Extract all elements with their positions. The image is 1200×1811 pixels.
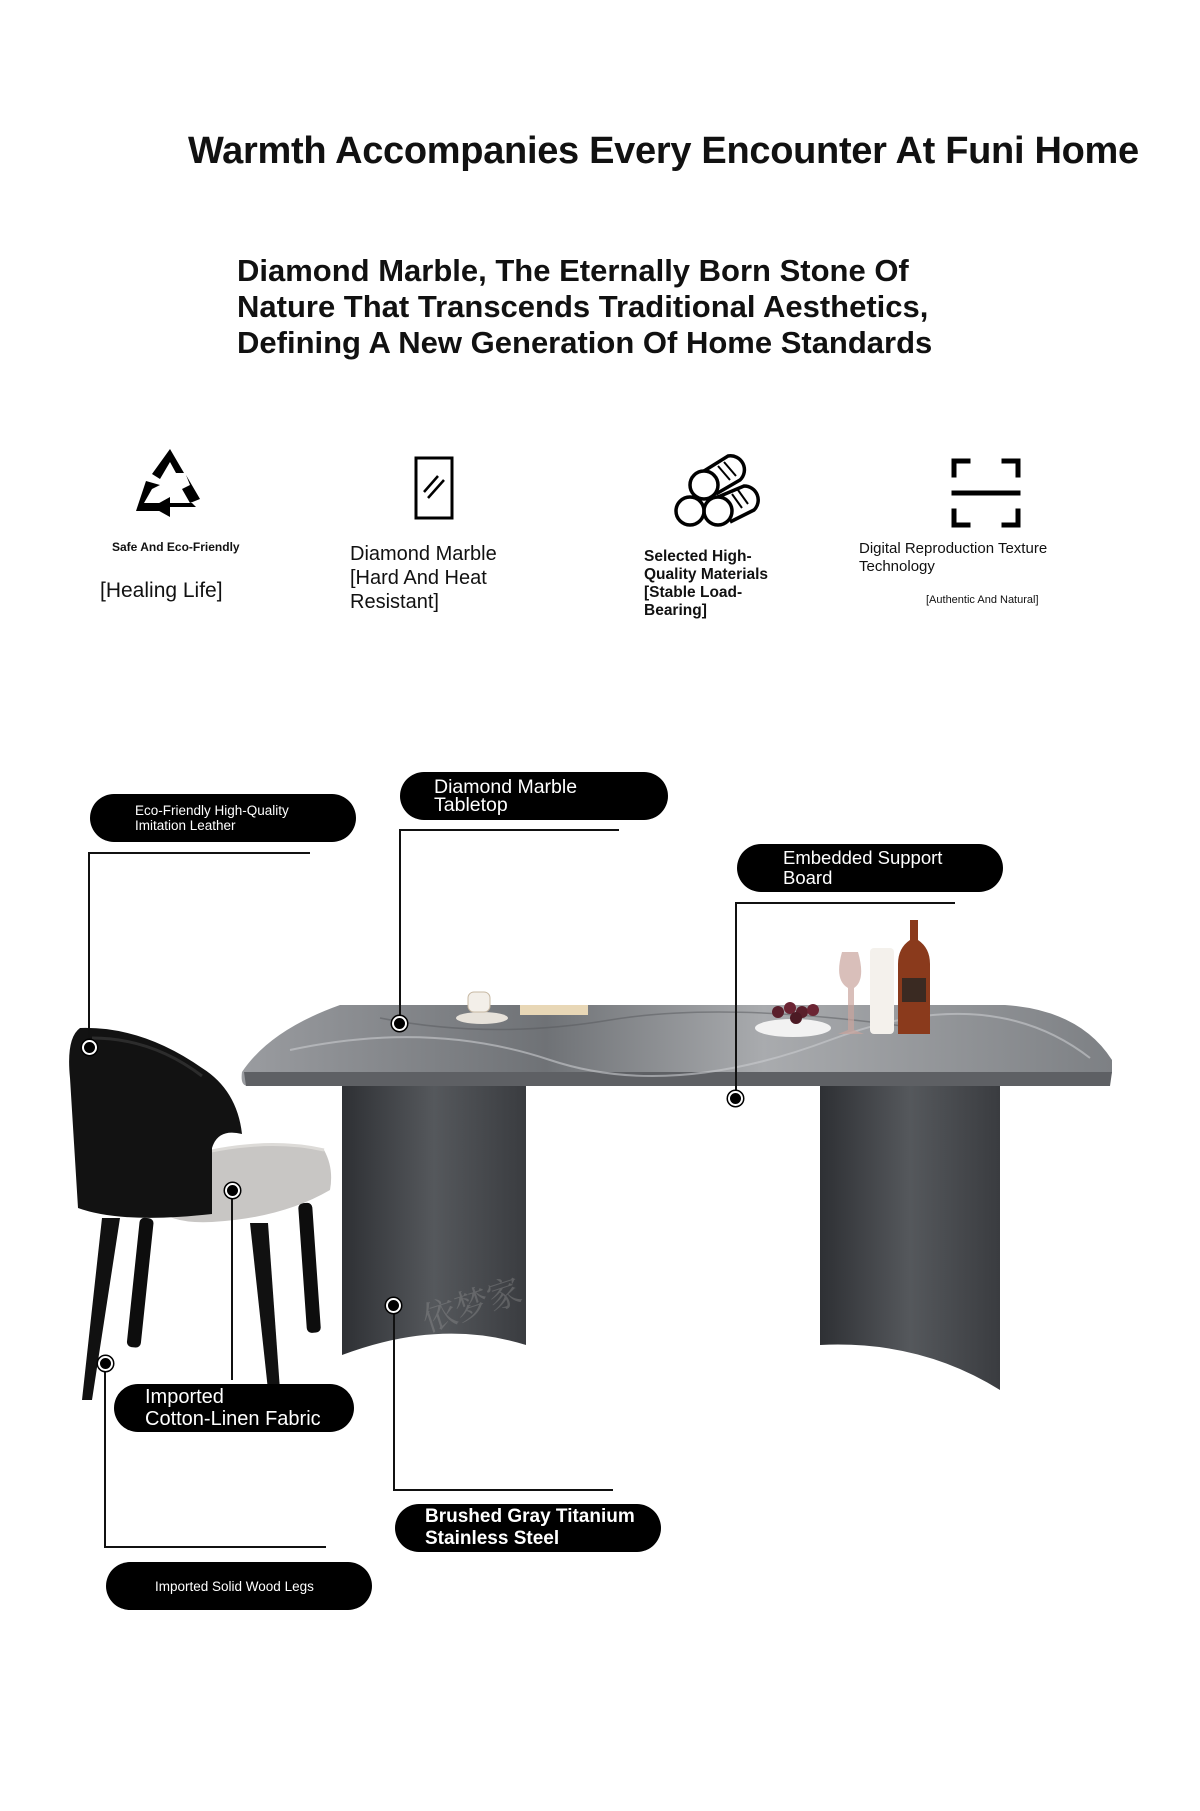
- tabletop-callout-line-v: [399, 829, 401, 1019]
- steel-callout-line-v: [393, 1304, 395, 1490]
- leather-callout-line-v: [88, 852, 90, 1046]
- feature-3-title: Selected High-Quality Materials [Stable Load-Bearing]: [644, 548, 769, 619]
- tabletop-callout-line-h: [399, 829, 619, 831]
- scan-frame-icon: [950, 457, 1022, 529]
- fabric-callout-dot: [225, 1183, 240, 1198]
- marble-panel-icon: [410, 454, 458, 522]
- feature-4-subtitle: [Authentic And Natural]: [926, 594, 1039, 606]
- callout-fabric: [114, 1384, 354, 1432]
- steel-callout-dot: [386, 1298, 401, 1313]
- callout-support-label: Embedded Support Board: [783, 847, 943, 888]
- callout-steel: [395, 1504, 661, 1552]
- callout-legs-label: Imported Solid Wood Legs: [155, 1578, 314, 1594]
- dining-chair-illustration: [62, 1018, 342, 1408]
- page-subheading: [237, 253, 1037, 361]
- callout-fabric-label: Imported Cotton-Linen Fabric: [145, 1386, 321, 1430]
- recycle-icon: [130, 445, 210, 525]
- support-callout-line-h: [735, 902, 955, 904]
- legs-callout-line-v: [104, 1362, 106, 1546]
- feature-1-title: Safe And Eco-Friendly: [112, 540, 240, 554]
- subheading-line-3: Defining A New Generation Of Home Standards: [237, 325, 933, 360]
- support-callout-dot: [728, 1091, 743, 1106]
- callout-support: [737, 844, 1003, 892]
- pipes-stack-icon: [674, 444, 766, 534]
- tabletop-callout-dot: [392, 1016, 407, 1031]
- callout-legs: [106, 1562, 372, 1610]
- callout-leather: [90, 794, 356, 842]
- feature-2-subtitle: [Hard And Heat Resistant]: [350, 567, 487, 613]
- feature-1-subtitle: [Healing Life]: [100, 579, 223, 602]
- fabric-callout-line-v: [231, 1188, 233, 1380]
- page-headline: Warmth Accompanies Every Encounter At Funi Home: [188, 130, 1139, 172]
- support-callout-line-v: [735, 902, 737, 1096]
- steel-callout-line-h: [393, 1489, 613, 1491]
- dining-table-illustration: [230, 900, 1120, 1400]
- callout-steel-label: Brushed Gray Titanium Stainless Steel: [425, 1506, 635, 1549]
- legs-callout-dot: [98, 1356, 113, 1371]
- leather-callout-dot: [82, 1040, 97, 1055]
- callout-tabletop: [400, 772, 668, 820]
- subheading-line-1: Diamond Marble, The Eternally Born Stone Of: [237, 253, 909, 288]
- watermark: 依梦家: [417, 1271, 527, 1340]
- feature-2-title: Diamond Marble: [350, 543, 497, 565]
- callout-tabletop-label: Diamond Marble Tabletop: [434, 776, 578, 816]
- legs-callout-line-h: [104, 1546, 326, 1548]
- callout-leather-label: Eco-Friendly High-Quality Imitation Leather: [135, 803, 289, 833]
- subheading-line-2: Nature That Transcends Traditional Aesthetics,: [237, 289, 929, 324]
- feature-4-title: Digital Reproduction Texture Technology: [859, 540, 1048, 575]
- leather-callout-line-h: [88, 852, 310, 854]
